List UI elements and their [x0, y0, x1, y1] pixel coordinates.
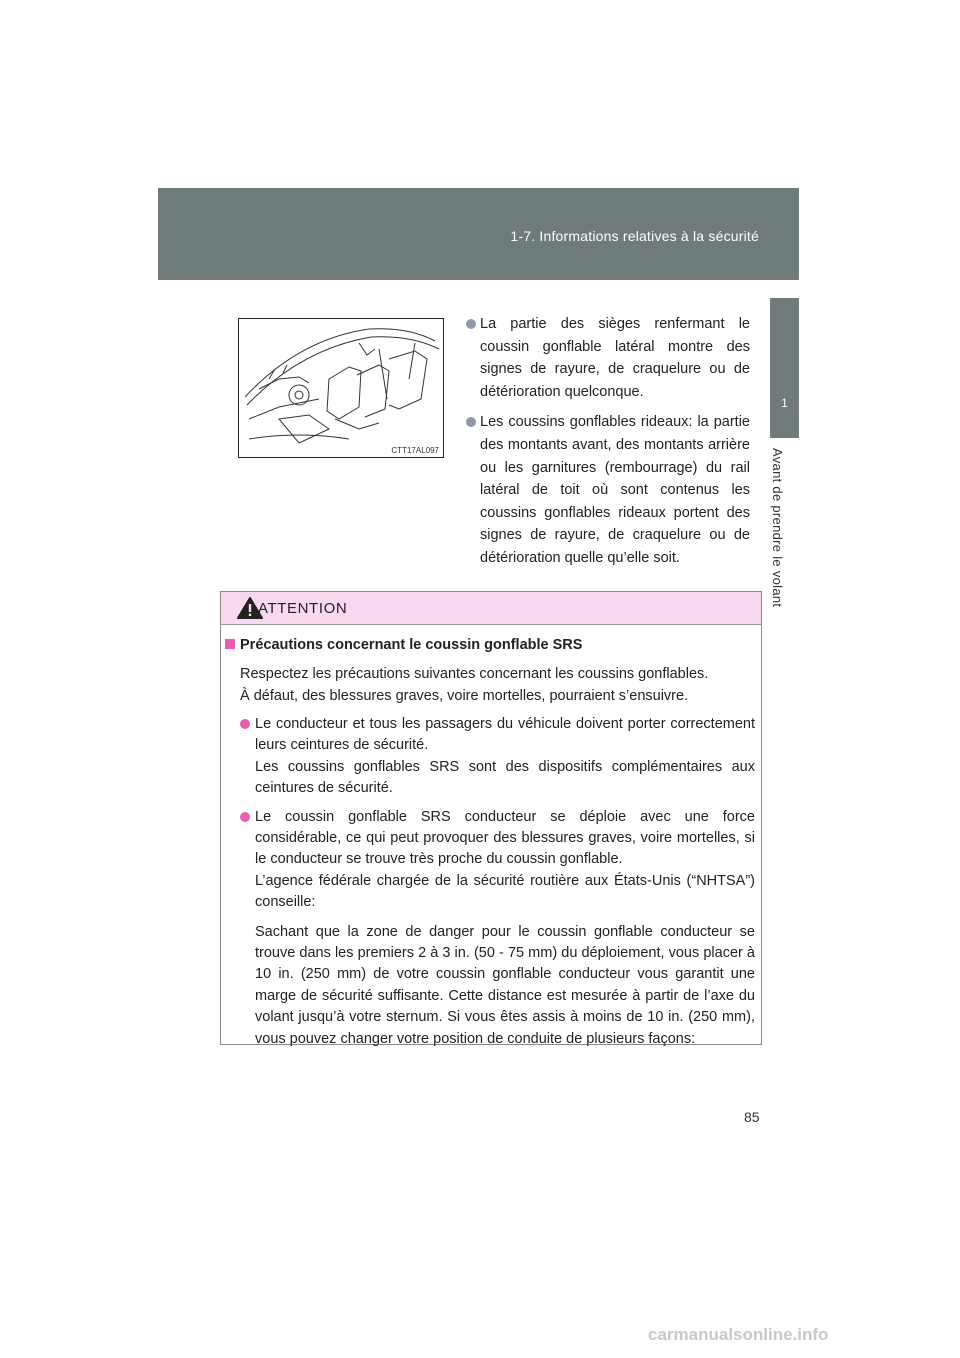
bullet-dot-icon [466, 319, 476, 329]
attention-body [225, 634, 755, 1050]
car-interior-illustration [238, 318, 444, 458]
car-interior-drawing [239, 319, 443, 457]
attention-title: ATTENTION [258, 600, 348, 617]
attention-bullet-text: Sachant que la zone de danger pour le coussin gonflable conducteur se trouve dans les premiers 2 à 3 in. (50 - 75 mm) du déploiement, vous placer à 10 in. (250 mm) de votre coussin gonflable conducteur vous garantit une marge de sécurité suffisante. Cette distance est mesurée à partir de l’axe du volant jusqu’à votre sternum. Si vous êtes assis à moins de 10 in. (250 mm), vous pouvez changer votre position de conduite de plusieurs façons: [255, 923, 755, 1047]
attention-bullet-text: Les coussins gonflables SRS sont des dispositifs complémentaires aux ceintures de sécurité. [255, 758, 755, 797]
square-bullet-icon [225, 639, 235, 649]
bullet-item [466, 313, 750, 403]
attention-bullet-text: Le coussin gonflable SRS conducteur se déploie avec une force considérable, ce qui peut provoquer des blessures graves, voire mortelles, si le conducteur se trouve très proche du coussin gonflable. [255, 808, 755, 868]
section-header [158, 188, 799, 280]
attention-intro-line: Respectez les précautions suivantes concernant les coussins gonflables. [240, 666, 709, 682]
chapter-label [755, 448, 815, 628]
watermark: carmanualsonline.info [648, 1325, 829, 1344]
chapter-number: 1 [781, 396, 788, 410]
figure-code: CTT17AL097 [391, 446, 439, 455]
attention-subheading [225, 634, 755, 656]
attention-subheading-text: Précautions concernant le coussin gonflable SRS [240, 637, 583, 653]
chapter-label-text: Avant de prendre le volant [770, 448, 785, 608]
inspection-bullet-list [466, 313, 750, 578]
attention-bullet-text: L’agence fédérale chargée de la sécurité routière aux États-Unis (“NHTSA”) conseille: [255, 872, 755, 911]
attention-header [221, 592, 761, 625]
page-number: 85 [744, 1109, 760, 1125]
attention-intro-line: À défaut, des blessures graves, voire mortelles, pourraient s’ensuivre. [240, 687, 689, 704]
chapter-tab [770, 298, 799, 438]
attention-bullet [240, 807, 755, 1050]
attention-bullet [240, 714, 755, 800]
attention-box [220, 591, 762, 1045]
bullet-dot-icon [240, 812, 250, 822]
bullet-dot-icon [466, 417, 476, 427]
bullet-text: Les coussins gonflables rideaux: la partie des montants avant, des montants arrière ou les garnitures (rembourrage) du rail latéral de toit où sont contenus les coussins gonflables rideaux portent des signes de rayure, de craquelure ou de détérioration quelle qu’elle soit. [480, 414, 750, 566]
bullet-dot-icon [240, 719, 250, 729]
bullet-text: La partie des sièges renfermant le coussin gonflable latéral montre des signes de rayure, de craquelure ou de détérioration quelconque. [480, 316, 750, 400]
bullet-item [466, 411, 750, 569]
section-title: 1-7. Informations relatives à la sécurité [510, 228, 759, 244]
attention-bullet-text: Le conducteur et tous les passagers du véhicule doivent porter correctement leurs ceintures de sécurité. [255, 716, 755, 754]
